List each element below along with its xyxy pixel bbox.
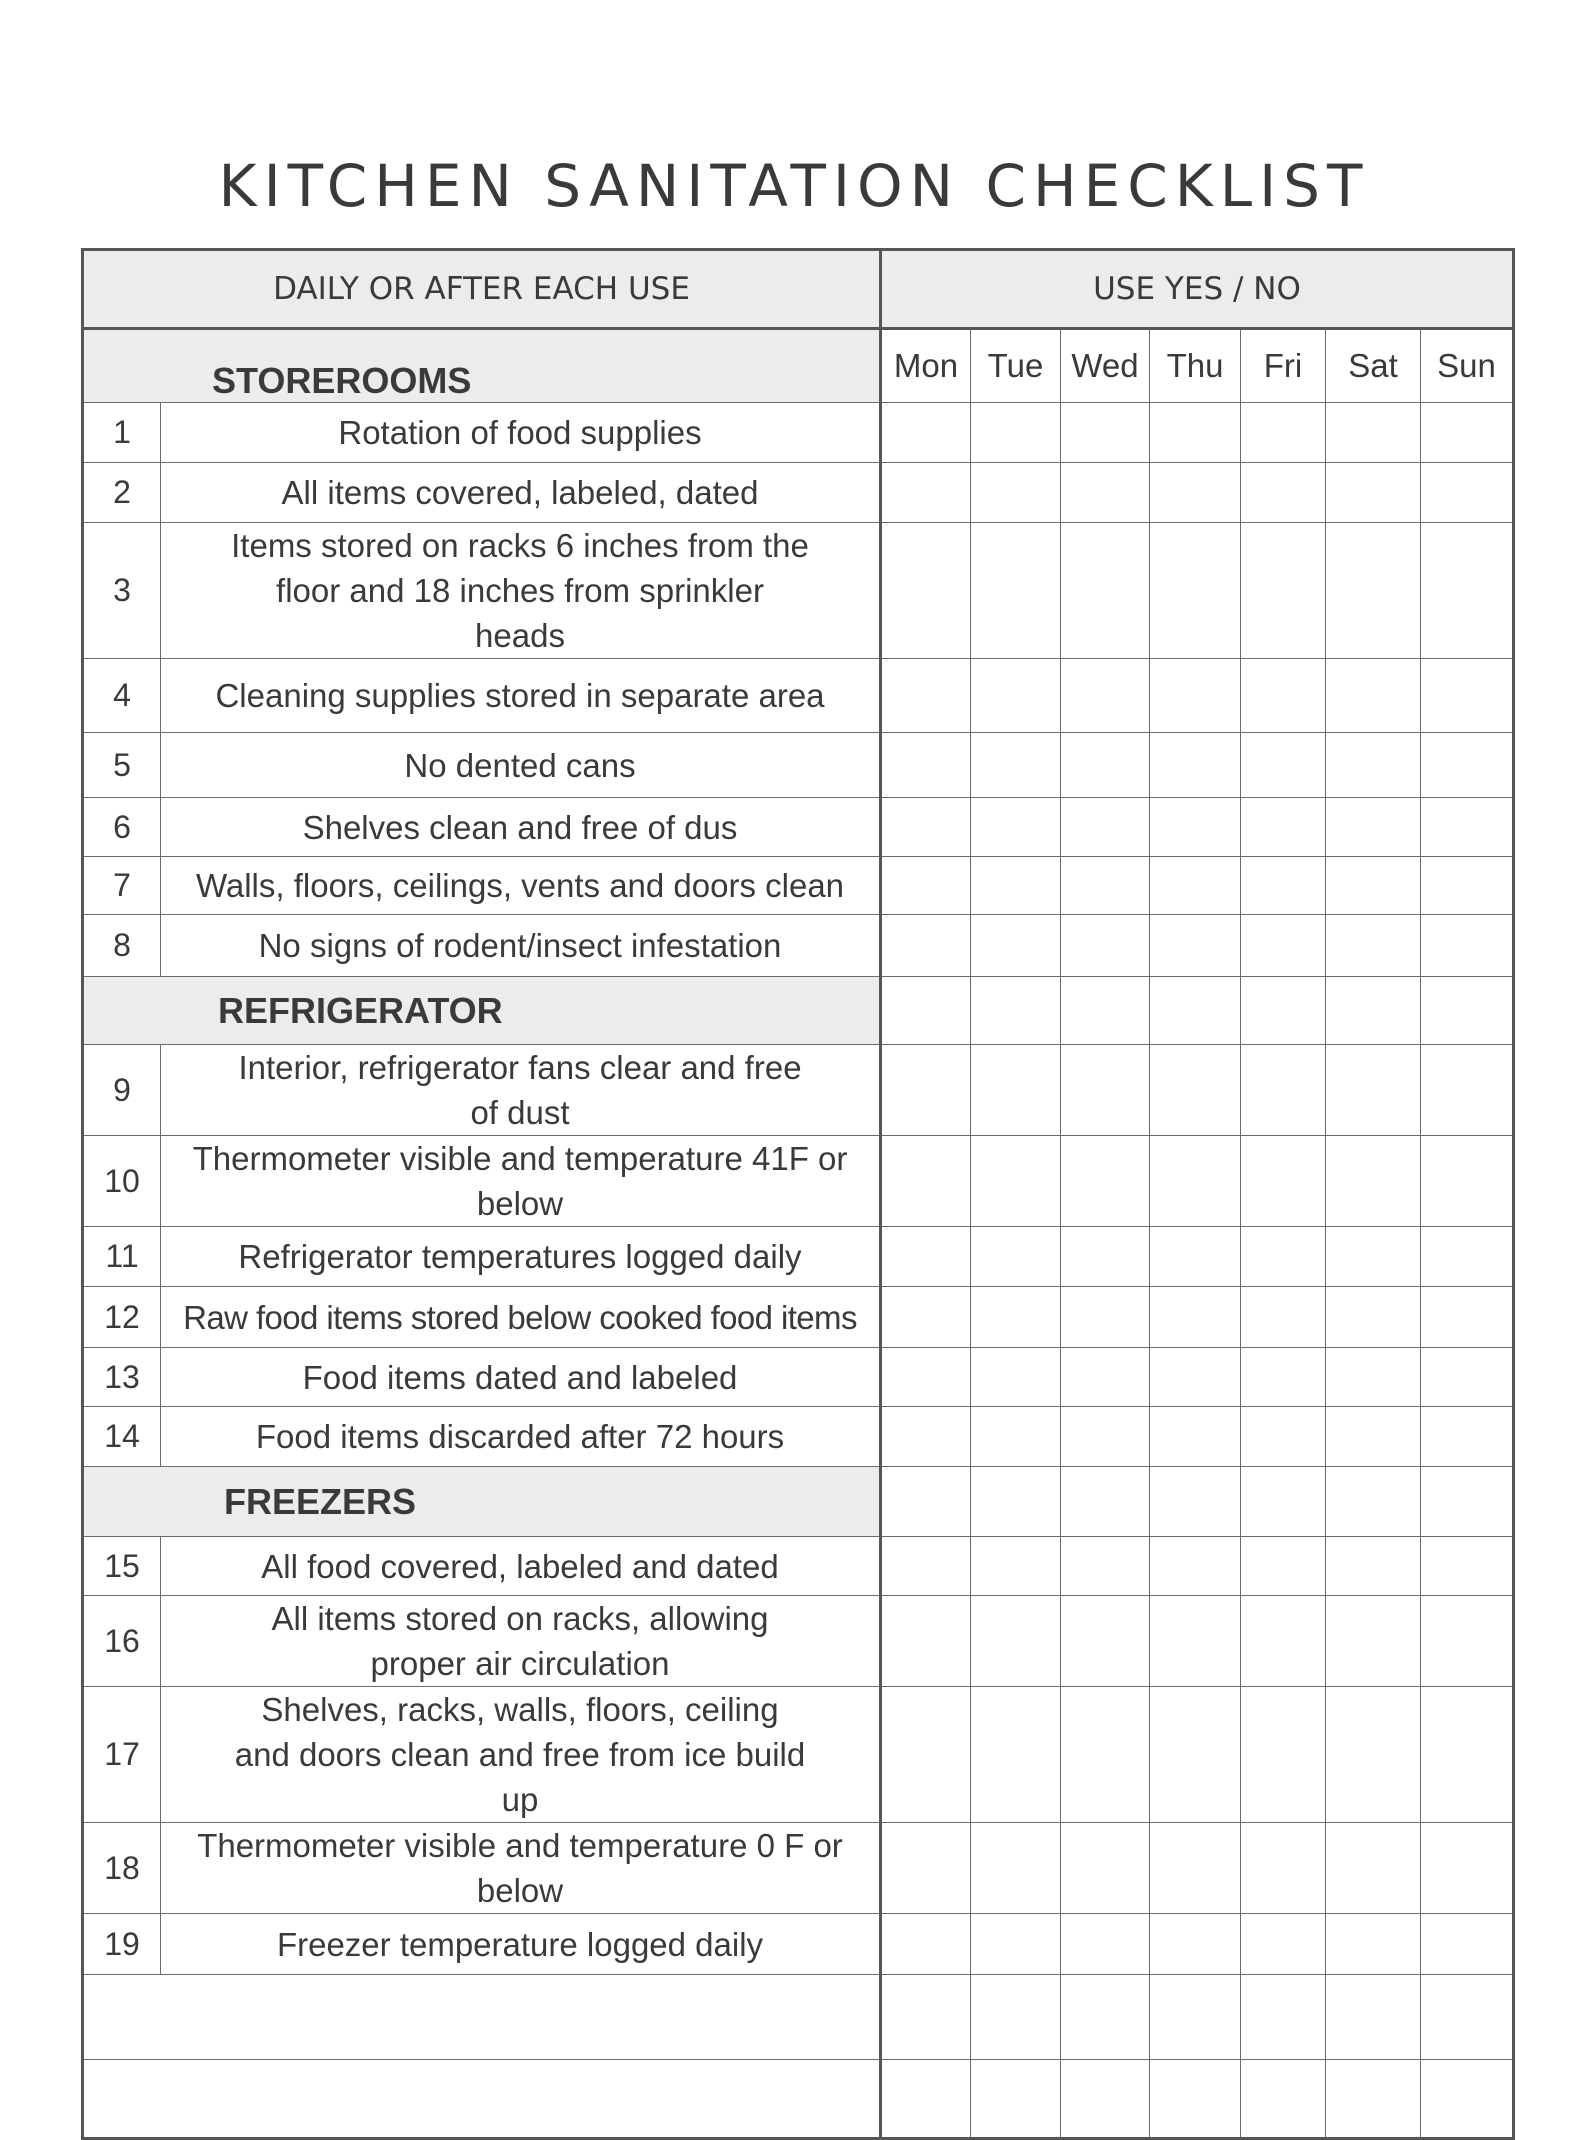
item-number: 18 <box>83 1823 161 1914</box>
checkbox-cell[interactable] <box>971 1348 1061 1407</box>
table-row <box>83 798 1514 857</box>
checkbox-cell[interactable] <box>1326 1596 1421 1687</box>
item-number: 11 <box>83 1227 161 1287</box>
checkbox-cell[interactable] <box>881 733 971 798</box>
checklist-table <box>81 248 1515 2140</box>
section-title-text: STOREROOMS <box>212 360 472 401</box>
item-text: Thermometer visible and temperature 0 F or below <box>161 1823 881 1914</box>
checkbox-cell[interactable] <box>1241 1045 1326 1136</box>
day-header-wed: Wed <box>1061 329 1150 403</box>
checkbox-cell[interactable] <box>1421 1045 1514 1136</box>
checkbox-cell[interactable] <box>1150 523 1241 659</box>
checkbox-cell[interactable] <box>1061 857 1150 915</box>
checkbox-cell[interactable] <box>971 977 1061 1045</box>
checkbox-cell[interactable] <box>881 977 971 1045</box>
blank-item-cell[interactable] <box>83 2060 881 2139</box>
table-row <box>83 1687 1514 1823</box>
checkbox-cell[interactable] <box>1421 1687 1514 1823</box>
checkbox-cell[interactable] <box>971 1975 1061 2060</box>
table-row <box>83 1914 1514 1975</box>
checkbox-cell[interactable] <box>1241 977 1326 1045</box>
section-title <box>83 977 881 1045</box>
checkbox-cell[interactable] <box>971 463 1061 523</box>
checkbox-cell[interactable] <box>1061 798 1150 857</box>
checkbox-cell[interactable] <box>1326 1287 1421 1348</box>
checkbox-cell[interactable] <box>1061 1687 1150 1823</box>
checkbox-cell[interactable] <box>1061 1467 1150 1537</box>
table-row <box>83 1537 1514 1596</box>
checkbox-cell[interactable] <box>881 1227 971 1287</box>
checkbox-cell[interactable] <box>1241 1914 1326 1975</box>
checkbox-cell[interactable] <box>1421 733 1514 798</box>
table-row <box>83 915 1514 977</box>
checkbox-cell[interactable] <box>1150 403 1241 463</box>
checkbox-cell[interactable] <box>1421 1823 1514 1914</box>
item-number: 16 <box>83 1596 161 1687</box>
checkbox-cell[interactable] <box>881 1287 971 1348</box>
table-row <box>83 463 1514 523</box>
table-row <box>83 857 1514 915</box>
checkbox-cell[interactable] <box>1061 733 1150 798</box>
checkbox-cell[interactable] <box>881 1136 971 1227</box>
checkbox-cell[interactable] <box>1326 1136 1421 1227</box>
item-text: Shelves clean and free of dus <box>161 798 881 857</box>
checkbox-cell[interactable] <box>1326 1467 1421 1537</box>
checkbox-cell[interactable] <box>1061 1823 1150 1914</box>
item-text: All items covered, labeled, dated <box>161 463 881 523</box>
checkbox-cell[interactable] <box>881 857 971 915</box>
checkbox-cell[interactable] <box>1241 1687 1326 1823</box>
checkbox-cell[interactable] <box>1421 1136 1514 1227</box>
item-text: Interior, refrigerator fans clear and free of dust <box>161 1045 881 1136</box>
checkbox-cell[interactable] <box>1241 523 1326 659</box>
checkbox-cell[interactable] <box>1421 523 1514 659</box>
checkbox-cell[interactable] <box>881 1914 971 1975</box>
checkbox-cell[interactable] <box>971 857 1061 915</box>
checkbox-cell[interactable] <box>881 2060 971 2139</box>
checkbox-cell[interactable] <box>1326 798 1421 857</box>
section-row <box>83 977 1514 1045</box>
checkbox-cell[interactable] <box>881 1045 971 1136</box>
checkbox-cell[interactable] <box>1150 659 1241 733</box>
day-header-sun: Sun <box>1421 329 1514 403</box>
checkbox-cell[interactable] <box>971 1467 1061 1537</box>
item-text: No dented cans <box>161 733 881 798</box>
checkbox-cell[interactable] <box>1421 857 1514 915</box>
item-number: 3 <box>83 523 161 659</box>
checkbox-cell[interactable] <box>1061 1136 1150 1227</box>
checkbox-cell[interactable] <box>881 659 971 733</box>
table-row <box>83 1287 1514 1348</box>
section-title <box>83 1467 881 1537</box>
checkbox-cell[interactable] <box>1241 403 1326 463</box>
checkbox-cell[interactable] <box>1326 523 1421 659</box>
header-right-cell: USE YES / NO <box>881 250 1514 329</box>
item-text: Food items dated and labeled <box>161 1348 881 1407</box>
checkbox-cell[interactable] <box>1421 1467 1514 1537</box>
checkbox-cell[interactable] <box>881 1407 971 1467</box>
checkbox-cell[interactable] <box>881 523 971 659</box>
item-number: 2 <box>83 463 161 523</box>
checkbox-cell[interactable] <box>1421 463 1514 523</box>
checkbox-cell[interactable] <box>1326 1045 1421 1136</box>
item-number: 14 <box>83 1407 161 1467</box>
checkbox-cell[interactable] <box>1241 798 1326 857</box>
checkbox-cell[interactable] <box>881 915 971 977</box>
checkbox-cell[interactable] <box>1326 733 1421 798</box>
header-row <box>83 250 1514 329</box>
checkbox-cell[interactable] <box>1326 1227 1421 1287</box>
checkbox-cell[interactable] <box>1421 915 1514 977</box>
table-row <box>83 1407 1514 1467</box>
checkbox-cell[interactable] <box>1241 733 1326 798</box>
checklist-body <box>83 250 1514 2139</box>
checkbox-cell[interactable] <box>1061 1348 1150 1407</box>
checkbox-cell[interactable] <box>1326 2060 1421 2139</box>
checkbox-cell[interactable] <box>971 1136 1061 1227</box>
table-row <box>83 1227 1514 1287</box>
section-title-text: FREEZERS <box>224 1480 417 1522</box>
checkbox-cell[interactable] <box>1241 463 1326 523</box>
checkbox-cell[interactable] <box>1241 1287 1326 1348</box>
checkbox-cell[interactable] <box>881 1823 971 1914</box>
checkbox-cell[interactable] <box>1150 798 1241 857</box>
table-row <box>83 1348 1514 1407</box>
checkbox-cell[interactable] <box>1061 1537 1150 1596</box>
checkbox-cell[interactable] <box>1150 1823 1241 1914</box>
checkbox-cell[interactable] <box>1150 1287 1241 1348</box>
checkbox-cell[interactable] <box>1150 857 1241 915</box>
checkbox-cell[interactable] <box>971 1914 1061 1975</box>
checkbox-cell[interactable] <box>971 1045 1061 1136</box>
checkbox-cell[interactable] <box>1061 523 1150 659</box>
page-title: KITCHEN SANITATION CHECKLIST <box>218 152 1370 220</box>
item-number: 1 <box>83 403 161 463</box>
table-row <box>83 1596 1514 1687</box>
table-row <box>83 1823 1514 1914</box>
checkbox-cell[interactable] <box>1421 403 1514 463</box>
checkbox-cell[interactable] <box>1061 977 1150 1045</box>
checkbox-cell[interactable] <box>881 1975 971 2060</box>
checkbox-cell[interactable] <box>1241 1596 1326 1687</box>
checkbox-cell[interactable] <box>1150 977 1241 1045</box>
checkbox-cell[interactable] <box>1150 733 1241 798</box>
checkbox-cell[interactable] <box>1150 2060 1241 2139</box>
section-row <box>83 329 1514 403</box>
checkbox-cell[interactable] <box>1150 1687 1241 1823</box>
checkbox-cell[interactable] <box>1241 1537 1326 1596</box>
checkbox-cell[interactable] <box>1421 659 1514 733</box>
item-text: Rotation of food supplies <box>161 403 881 463</box>
checkbox-cell[interactable] <box>1061 915 1150 977</box>
checkbox-cell[interactable] <box>1326 1823 1421 1914</box>
checkbox-cell[interactable] <box>881 1596 971 1687</box>
item-text: No signs of rodent/insect infestation <box>161 915 881 977</box>
day-header-thu: Thu <box>1150 329 1241 403</box>
item-text: Cleaning supplies stored in separate area <box>161 659 881 733</box>
checkbox-cell[interactable] <box>1061 463 1150 523</box>
checkbox-cell[interactable] <box>1326 463 1421 523</box>
checkbox-cell[interactable] <box>1241 1348 1326 1407</box>
item-number: 5 <box>83 733 161 798</box>
checkbox-cell[interactable] <box>1061 1914 1150 1975</box>
checkbox-cell[interactable] <box>1241 659 1326 733</box>
checkbox-cell[interactable] <box>1150 1467 1241 1537</box>
item-number: 4 <box>83 659 161 733</box>
section-title <box>83 329 881 403</box>
checkbox-cell[interactable] <box>971 1407 1061 1467</box>
item-text: All items stored on racks, allowing proper air circulation <box>161 1596 881 1687</box>
section-title-text: REFRIGERATOR <box>218 989 503 1031</box>
checkbox-cell[interactable] <box>1421 1227 1514 1287</box>
checkbox-cell[interactable] <box>1150 463 1241 523</box>
checkbox-cell[interactable] <box>1150 1407 1241 1467</box>
section-row <box>83 1467 1514 1537</box>
checkbox-cell[interactable] <box>881 1537 971 1596</box>
checkbox-cell[interactable] <box>1150 1914 1241 1975</box>
checkbox-cell[interactable] <box>1061 1975 1150 2060</box>
checkbox-cell[interactable] <box>881 798 971 857</box>
checkbox-cell[interactable] <box>971 1596 1061 1687</box>
checkbox-cell[interactable] <box>971 1537 1061 1596</box>
checkbox-cell[interactable] <box>1061 659 1150 733</box>
checkbox-cell[interactable] <box>1421 1537 1514 1596</box>
checkbox-cell[interactable] <box>1061 1407 1150 1467</box>
checkbox-cell[interactable] <box>1241 857 1326 915</box>
checkbox-cell[interactable] <box>1241 1975 1326 2060</box>
item-text: All food covered, labeled and dated <box>161 1537 881 1596</box>
checkbox-cell[interactable] <box>1326 977 1421 1045</box>
checkbox-cell[interactable] <box>881 1348 971 1407</box>
checkbox-cell[interactable] <box>1241 1823 1326 1914</box>
checkbox-cell[interactable] <box>971 798 1061 857</box>
item-text: Shelves, racks, walls, floors, ceiling and doors clean and free from ice build up <box>161 1687 881 1823</box>
checkbox-cell[interactable] <box>1241 2060 1326 2139</box>
checkbox-cell[interactable] <box>1326 1407 1421 1467</box>
checkbox-cell[interactable] <box>971 1687 1061 1823</box>
item-number: 7 <box>83 857 161 915</box>
item-text: Raw food items stored below cooked food items <box>161 1287 881 1348</box>
checkbox-cell[interactable] <box>1241 1227 1326 1287</box>
table-row <box>83 403 1514 463</box>
checkbox-cell[interactable] <box>1421 1287 1514 1348</box>
checkbox-cell[interactable] <box>1326 1914 1421 1975</box>
item-text: Freezer temperature logged daily <box>161 1914 881 1975</box>
checkbox-cell[interactable] <box>1421 1975 1514 2060</box>
checkbox-cell[interactable] <box>1150 1348 1241 1407</box>
checkbox-cell[interactable] <box>1421 1407 1514 1467</box>
checkbox-cell[interactable] <box>1326 1537 1421 1596</box>
item-number: 8 <box>83 915 161 977</box>
table-row <box>83 1136 1514 1227</box>
checkbox-cell[interactable] <box>971 659 1061 733</box>
table-row <box>83 659 1514 733</box>
checkbox-cell[interactable] <box>1326 403 1421 463</box>
item-number: 19 <box>83 1914 161 1975</box>
checkbox-cell[interactable] <box>1061 2060 1150 2139</box>
checkbox-cell[interactable] <box>971 523 1061 659</box>
day-header-sat: Sat <box>1326 329 1421 403</box>
checkbox-cell[interactable] <box>1421 798 1514 857</box>
checkbox-cell[interactable] <box>1326 1975 1421 2060</box>
item-number: 6 <box>83 798 161 857</box>
checkbox-cell[interactable] <box>1421 2060 1514 2139</box>
checkbox-cell[interactable] <box>1421 1914 1514 1975</box>
item-number: 17 <box>83 1687 161 1823</box>
item-text: Refrigerator temperatures logged daily <box>161 1227 881 1287</box>
table-row <box>83 523 1514 659</box>
checkbox-cell[interactable] <box>881 463 971 523</box>
item-text: Walls, floors, ceilings, vents and doors clean <box>161 857 881 915</box>
item-number: 13 <box>83 1348 161 1407</box>
blank-row <box>83 1975 1514 2060</box>
blank-row <box>83 2060 1514 2139</box>
checkbox-cell[interactable] <box>1326 915 1421 977</box>
day-header-mon: Mon <box>881 329 971 403</box>
checkbox-cell[interactable] <box>1150 915 1241 977</box>
checkbox-cell[interactable] <box>1150 1537 1241 1596</box>
checkbox-cell[interactable] <box>1241 915 1326 977</box>
day-header-tue: Tue <box>971 329 1061 403</box>
checkbox-cell[interactable] <box>881 403 971 463</box>
checkbox-cell[interactable] <box>1326 659 1421 733</box>
checkbox-cell[interactable] <box>1326 1348 1421 1407</box>
checkbox-cell[interactable] <box>881 1467 971 1537</box>
item-number: 15 <box>83 1537 161 1596</box>
checkbox-cell[interactable] <box>971 2060 1061 2139</box>
checkbox-cell[interactable] <box>1061 1227 1150 1287</box>
checkbox-cell[interactable] <box>971 1227 1061 1287</box>
table-row <box>83 733 1514 798</box>
item-text: Thermometer visible and temperature 41F or below <box>161 1136 881 1227</box>
checkbox-cell[interactable] <box>1061 1287 1150 1348</box>
checkbox-cell[interactable] <box>1150 1227 1241 1287</box>
checkbox-cell[interactable] <box>971 733 1061 798</box>
checkbox-cell[interactable] <box>881 1687 971 1823</box>
checkbox-cell[interactable] <box>1241 1407 1326 1467</box>
header-left-cell: DAILY OR AFTER EACH USE <box>83 250 881 329</box>
blank-item-cell[interactable] <box>83 1975 881 2060</box>
checkbox-cell[interactable] <box>1061 1596 1150 1687</box>
checkbox-cell[interactable] <box>1241 1467 1326 1537</box>
checkbox-cell[interactable] <box>971 1287 1061 1348</box>
checkbox-cell[interactable] <box>1150 1136 1241 1227</box>
checkbox-cell[interactable] <box>1061 403 1150 463</box>
checkbox-cell[interactable] <box>1150 1045 1241 1136</box>
checkbox-cell[interactable] <box>1326 857 1421 915</box>
item-number: 12 <box>83 1287 161 1348</box>
checkbox-cell[interactable] <box>1150 1975 1241 2060</box>
checkbox-cell[interactable] <box>1421 1348 1514 1407</box>
item-text: Food items discarded after 72 hours <box>161 1407 881 1467</box>
item-number: 9 <box>83 1045 161 1136</box>
checkbox-cell[interactable] <box>971 1823 1061 1914</box>
checkbox-cell[interactable] <box>1150 1596 1241 1687</box>
checkbox-cell[interactable] <box>1061 1045 1150 1136</box>
item-text: Items stored on racks 6 inches from the floor and 18 inches from sprinkler heads <box>161 523 881 659</box>
checkbox-cell[interactable] <box>971 403 1061 463</box>
checkbox-cell[interactable] <box>1421 1596 1514 1687</box>
checkbox-cell[interactable] <box>1326 1687 1421 1823</box>
table-row <box>83 1045 1514 1136</box>
checkbox-cell[interactable] <box>971 915 1061 977</box>
checkbox-cell[interactable] <box>1241 1136 1326 1227</box>
day-header-fri: Fri <box>1241 329 1326 403</box>
item-number: 10 <box>83 1136 161 1227</box>
checkbox-cell[interactable] <box>1421 977 1514 1045</box>
